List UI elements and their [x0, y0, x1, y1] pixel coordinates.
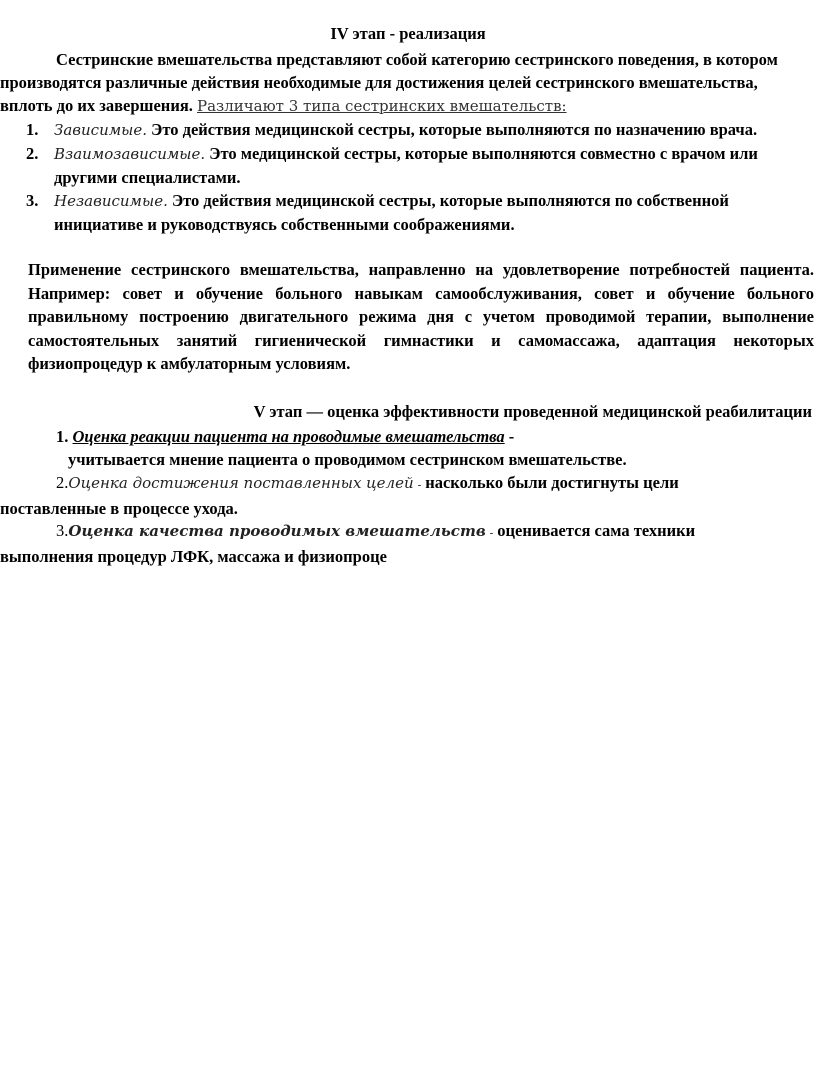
list-item [0, 189, 812, 236]
evaluation-desc: насколько были достигнуты цели поставленные в процессе ухода. [0, 473, 679, 518]
list-item-desc: Это действия медицинской сестры, которые выполняются по собственной инициативе и руководствуясь собственными соображениями. [54, 191, 729, 234]
list-item-number: 1. [26, 120, 39, 139]
application-paragraph: Применение сестринского вмешательства, направленно на удовлетворение потребностей пациента. Например: совет и обучение больного навыкам самообслуживания, совет и обучение больного правильному построению двигательного режима дня с учетом проводимой терапии, выполнение самостоятельных занятий гигиенической гимнастики и самомассажа, адаптация некоторых физиопроцедур к амбулаторным условиям. [28, 260, 814, 373]
list-item [0, 142, 812, 189]
evaluation-dash: - [508, 427, 515, 446]
list-item-term: Независимые. [54, 192, 168, 210]
list-item-term: Зависимые. [54, 121, 148, 139]
stage-iv-title: IV этап - реализация [330, 24, 486, 43]
intro-types-lead: Различают 3 типа сестринских вмешательств: [197, 97, 567, 115]
list-item-number: 3. [26, 191, 39, 210]
list-item-term: Взаимозависимые. [54, 145, 206, 163]
evaluation-term: Оценка качества проводимых вмешательств [68, 522, 486, 540]
intervention-types-list [0, 118, 812, 236]
evaluation-term: Оценка реакции пациента на проводимые вмешательства [72, 427, 505, 446]
evaluation-desc: оценивается сама техники выполнения процедур ЛФК, массажа и физиопроце [0, 521, 696, 566]
list-item-number: 2. [26, 144, 39, 163]
evaluation-number: 2. [56, 473, 69, 492]
evaluation-number: 3. [56, 521, 69, 540]
list-item-desc: Это действия медицинской сестры, которые выполняются по назначению врача. [151, 120, 758, 139]
intro-bold-text: Сестринские вмешательства представляют собой категорию сестринского поведения, в котором производятся различные действия необходимые для достижения целей сестринского вмешательства, вплоть до их завершения. [0, 50, 778, 115]
evaluation-item-2 [0, 471, 780, 520]
evaluation-dash: - [489, 528, 494, 539]
list-item [0, 118, 812, 142]
evaluation-desc: учитывается мнение пациента о проводимом сестринском вмешательстве. [68, 450, 627, 469]
evaluation-item-1 [56, 425, 812, 448]
evaluation-number: 1. [56, 427, 69, 446]
evaluation-term: Оценка достижения поставленных целей [68, 474, 414, 492]
stage-v-title: V этап — оценка эффективности проведенной медицинской реабилитации [253, 402, 812, 421]
evaluation-dash: - [417, 480, 422, 491]
list-item-desc: Это медицинской сестры, которые выполняются совместно с врачом или другими специалистами. [54, 144, 758, 187]
evaluation-item-3 [0, 519, 780, 568]
stage-iv-intro [0, 48, 812, 118]
